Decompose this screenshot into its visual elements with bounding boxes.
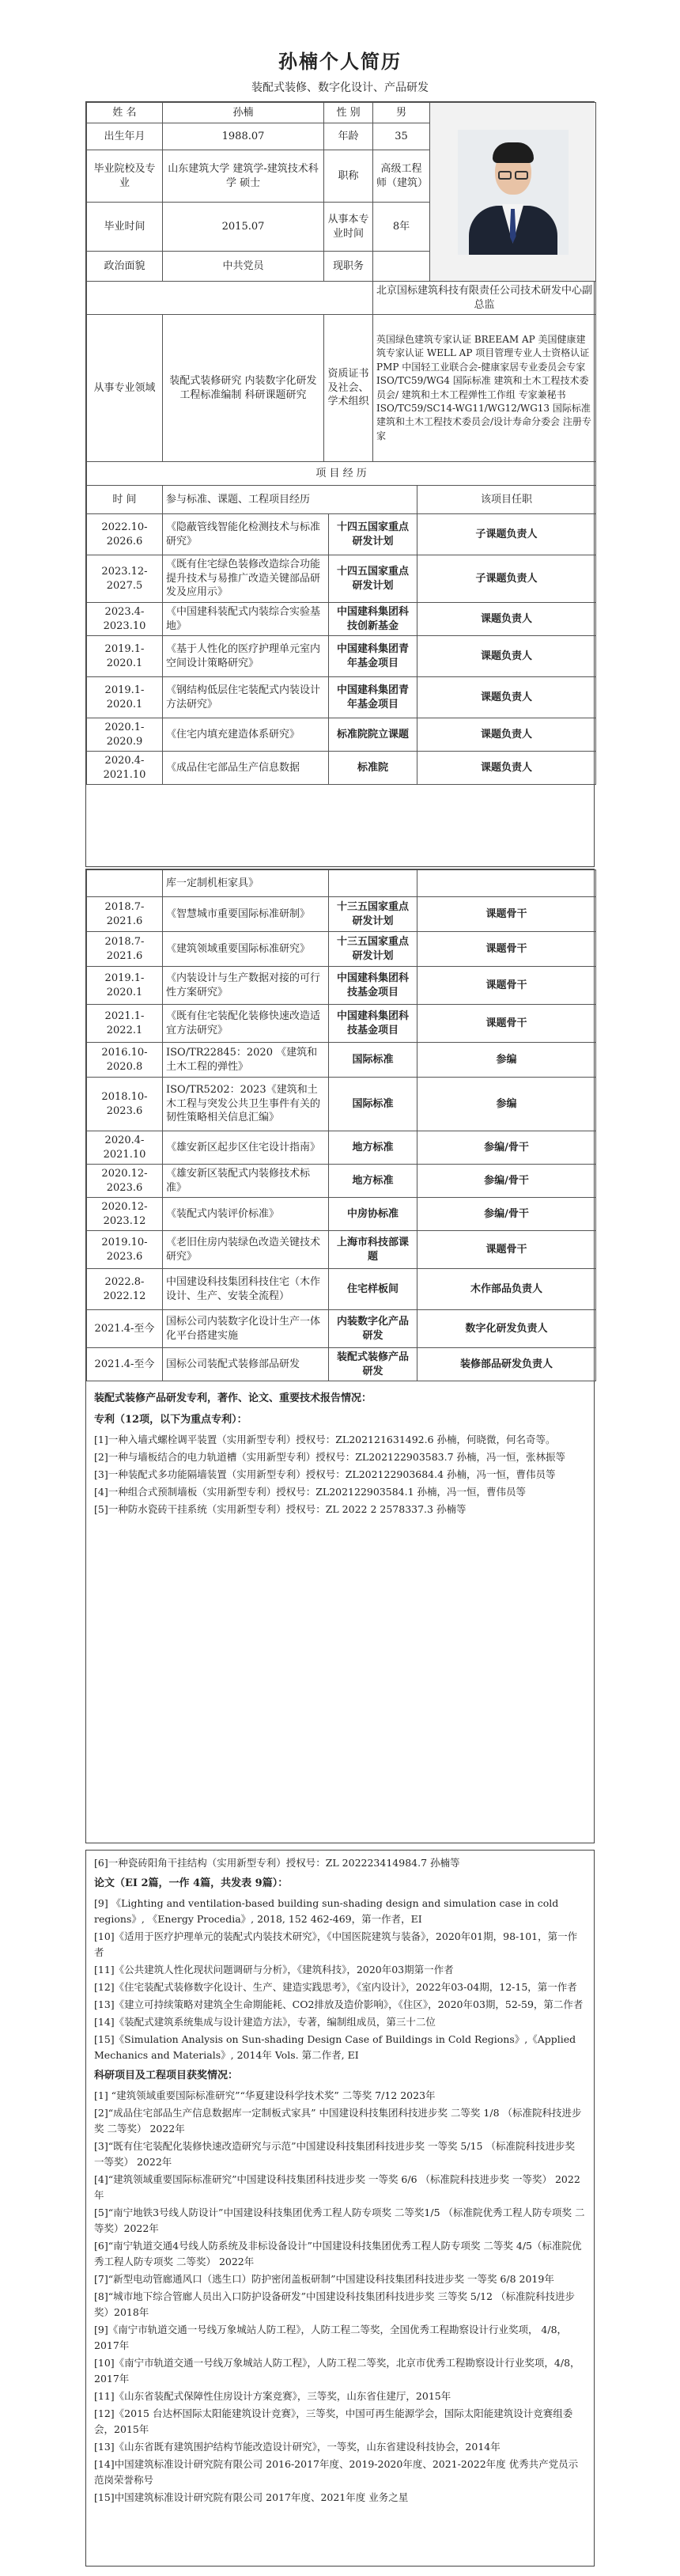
list-item: [12]《2015 台达杯国际太阳能建筑设计竞赛》，三等奖，中国可再生能源学会，国际太阳能建筑设计竞赛组委会，2015年 [94, 2407, 573, 2435]
project-time: 2018.7-2021.6 [87, 932, 163, 967]
project-role: 课题骨干 [417, 967, 596, 1005]
project-time: 2018.7-2021.6 [87, 897, 163, 932]
project-role: 参编 [417, 1043, 596, 1078]
project-time: 2021.4-至今 [87, 1348, 163, 1381]
list-item: [6]一种瓷砖阳角干挂结构（实用新型专利）授权号：ZL 202223414984.7 孙楠等 [94, 1857, 460, 1869]
projects-table-b [86, 869, 596, 1381]
project-row [87, 514, 596, 555]
grad-label: 毕业时间 [87, 203, 163, 252]
papers-heading: 论文（EI 2篇，一作 4篇，共发表 9篇）： [94, 1877, 289, 1889]
project-name: ISO/TR22845：2020 《建筑和土木工程的弹性》 [163, 1043, 329, 1078]
project-source: 住宅样板间 [329, 1269, 417, 1310]
projects-section-title: 项 目 经 历 [87, 462, 596, 486]
project-source: 国际标准 [329, 1043, 417, 1078]
project-role: 课题骨干 [417, 1231, 596, 1269]
project-name: 《隐蔽管线智能化检测技术与标准研究》 [163, 514, 329, 555]
project-name: 《住宅内填充建造体系研究》 [163, 718, 329, 752]
project-row [87, 1348, 596, 1381]
project-source: 上海市科技部课题 [329, 1231, 417, 1269]
project-row [87, 1005, 596, 1043]
age-value: 35 [373, 123, 430, 150]
list-item: [5]“南宁地铁3号线人防设计”中国建设科技集团优秀工程人防专项奖 二等奖1/5 （标准院优秀工程人防专项奖 二等奖）2022年 [94, 2206, 585, 2234]
list-item: [13]《建立可持续策略对建筑全生命期能耗、CO2排放及造价影响》，《住区》，2020年03期，52-59，第二作者 [94, 1998, 584, 2010]
list-item: [11]《公共建筑人性化现状问题调研与分析》，《建筑科技》，2020年03期第一作者 [94, 1963, 454, 1976]
project-row [87, 1165, 596, 1198]
photo-cell [430, 103, 596, 282]
list-item: [9]《南宁市轨道交通一号线万象城站人防工程》，人防工程二等奖，全国优秀工程勘察设计行业奖项， 4/8，2017年 [94, 2323, 568, 2351]
project-source: 十三五国家重点研发计划 [329, 897, 417, 932]
project-role: 课题负责人 [417, 718, 596, 752]
project-name: 《钢结构低层住宅装配式内装设计方法研究》 [163, 677, 329, 718]
list-item: [4]一种组合式预制墙板（实用新型专利）授权号：ZL202122903584.1 孙楠，冯一恒，曹伟员等 [94, 1485, 527, 1498]
project-row [87, 967, 596, 1005]
project-time: 2019.1-2020.1 [87, 677, 163, 718]
name-value: 孙楠 [163, 103, 324, 123]
field-value: 装配式装修研究 内装数字化研发 工程标准编制 科研课题研究 [163, 315, 324, 462]
project-row [87, 1131, 596, 1165]
title-value: 高级工程师（建筑） [373, 150, 430, 203]
political-value: 中共党员 [163, 252, 324, 282]
list-item: [3]“既有住宅装配化装修快速改造研究与示范”中国建设科技集团科技进步奖 一等奖 5/15 （标准院科技进步奖 一等奖） 2022年 [94, 2139, 575, 2168]
project-role: 课题负责人 [417, 636, 596, 677]
project-time: 2020.1-2020.9 [87, 718, 163, 752]
gender-label: 性 别 [324, 103, 373, 123]
project-source: 中国建科集团青年基金项目 [329, 636, 417, 677]
project-role: 数字化研发负责人 [417, 1310, 596, 1348]
project-name: 《雄安新区起步区住宅设计指南》 [163, 1131, 329, 1165]
project-name: 《既有住宅绿色装修改造综合功能提升技术与易推广改造关键部品研发及应用示》 [163, 555, 329, 603]
list-item: [4]“建筑领域重要国际标准研究”中国建设科技集团科技进步奖 一等奖 6/6 （标准院科技进步奖 一等奖） 2022年 [94, 2173, 580, 2201]
project-row [87, 636, 596, 677]
project-row [87, 932, 596, 967]
project-time: 2018.10-2023.6 [87, 1078, 163, 1131]
project-source: 中国建科集团科技基金项目 [329, 967, 417, 1005]
project-role: 课题骨干 [417, 897, 596, 932]
list-item: [12]《住宅装配式装修数字化设计、生产、建造实践思考》，《室内设计》，2022年03-04期，12-15，第一作者 [94, 1980, 577, 1993]
age-label: 年龄 [324, 123, 373, 150]
project-time: 2020.12-2023.12 [87, 1198, 163, 1231]
project-name: 《智慧城市重要国际标准研制》 [163, 897, 329, 932]
project-source: 中国建科集团青年基金项目 [329, 677, 417, 718]
gender-value: 男 [373, 103, 430, 123]
list-item: [14]中国建筑标准设计研究院有限公司 2016-2017年度、2019-2020年度、2021-2022年度 优秀共产党员示范岗荣誉称号 [94, 2457, 579, 2486]
project-row [87, 1231, 596, 1269]
cert-value: 英国绿色建筑专家认证 BREEAM AP 美国健康建筑专家认证 WELL AP 项目管理专业人士资格认证 PMP 中国轻工业联合会-健康家居专业委员会专家 ISO/TC59/WG4 国际标准 建筑和土木工程技术委员会/ 建筑和土木工程弹性工作组 专家兼秘书 ISO/TC59/SC14-WG11/WG12/WG13 国际标准 建筑和土木工程技术委员会/设计寿命分委会 注册专家 [373, 315, 596, 462]
list-item: [2]一种与墙板结合的电力轨道槽（实用新型专利）授权号：ZL202122903583.7 孙楠，冯一恒，张林振等 [94, 1450, 566, 1463]
portrait-photo [458, 130, 569, 255]
list-item: [1] “建筑领域重要国际标准研究”“华夏建设科学技术奖” 二等奖 7/12 2023年 [94, 2089, 436, 2101]
org-spacer [87, 282, 373, 315]
project-role: 参编/骨干 [417, 1198, 596, 1231]
project-name: 《建筑领域重要国际标准研究》 [163, 932, 329, 967]
project-role: 参编 [417, 1078, 596, 1131]
project-time [87, 870, 163, 897]
school-label: 毕业院校及专业 [87, 150, 163, 203]
title-label: 职称 [324, 150, 373, 203]
resume-page-1 [85, 101, 595, 867]
project-time: 2019.1-2020.1 [87, 967, 163, 1005]
project-row [87, 1310, 596, 1348]
project-name: 《雄安新区装配式内装修技术标准》 [163, 1165, 329, 1198]
col-role: 该项目任职 [417, 486, 596, 514]
cert-label: 资质证书及社会、学术组织 [324, 315, 373, 462]
project-role [417, 870, 596, 897]
resume-subtitle: 装配式装修、数字化设计、产品研发 [251, 81, 429, 94]
project-role: 课题骨干 [417, 932, 596, 967]
project-source: 地方标准 [329, 1165, 417, 1198]
project-row [87, 752, 596, 785]
project-time: 2023.12-2027.5 [87, 555, 163, 603]
patents-subheading: 专利（12项，以下为重点专利）： [94, 1414, 247, 1426]
project-source: 装配式装修产品研发 [329, 1348, 417, 1381]
birth-value: 1988.07 [163, 123, 324, 150]
project-name: 《基于人性化的医疗护理单元室内空间设计策略研究》 [163, 636, 329, 677]
birth-label: 出生年月 [87, 123, 163, 150]
project-source: 标准院院立课题 [329, 718, 417, 752]
project-role: 子课题负责人 [417, 514, 596, 555]
project-row [87, 897, 596, 932]
field-label: 从事专业领域 [87, 315, 163, 462]
project-name: 国标公司内装数字化设计生产一体化平台搭建实施 [163, 1310, 329, 1348]
list-item: [14]《装配式建筑系统集成与设计建造方法》，专著，编制组成员，第三十二位 [94, 2015, 436, 2028]
resume-title: 孙楠个人简历 [278, 50, 402, 73]
project-name: 《既有住宅装配化装修快速改造适宜方法研究》 [163, 1005, 329, 1043]
project-time: 2019.10-2023.6 [87, 1231, 163, 1269]
project-name: 《中国建科装配式内装综合实验基地》 [163, 603, 329, 636]
project-row [87, 677, 596, 718]
project-time: 2016.10-2020.8 [87, 1043, 163, 1078]
project-source: 标准院 [329, 752, 417, 785]
project-row [87, 1078, 596, 1131]
project-role: 参编/骨干 [417, 1131, 596, 1165]
project-role: 课题负责人 [417, 677, 596, 718]
project-name: 库一定制机柜家具》 [163, 870, 329, 897]
awards-heading: 科研项目及工程项目获奖情况： [94, 2069, 239, 2082]
project-row [87, 718, 596, 752]
project-time: 2021.4-至今 [87, 1310, 163, 1348]
project-row [87, 555, 596, 603]
project-name: 《老旧住房内装绿色改造关键技术研究》 [163, 1231, 329, 1269]
project-role: 子课题负责人 [417, 555, 596, 603]
project-time: 2021.1-2022.1 [87, 1005, 163, 1043]
list-item: [11]《山东省装配式保障性住房设计方案竞赛》，三等奖，山东省住建厅，2015年 [94, 2389, 451, 2402]
list-item: [5]一种防水瓷砖干挂系统（实用新型专利）授权号：ZL 2022 2 2578337.3 孙楠等 [94, 1502, 467, 1515]
years-value: 8年 [373, 203, 430, 252]
project-time: 2022.8-2022.12 [87, 1269, 163, 1310]
list-item: [15]《Simulation Analysis on Sun-shading Design Case of Buildings in Cold Regions》,《Applied Mechanics and Materials》, 2014年 Vols. 第二作者, EI [94, 2032, 576, 2061]
years-label: 从事本专业时间 [324, 203, 373, 252]
project-row [87, 1269, 596, 1310]
grad-value: 2015.07 [163, 203, 324, 252]
list-item: [10]《南宁市轨道交通一号线万象城站人防工程》，人防工程二等奖，北京市优秀工程勘察设计行业奖项，4/8，2017年 [94, 2356, 580, 2385]
org-label: 现职务 [324, 252, 373, 282]
school-value: 山东建筑大学 建筑学-建筑技术科学 硕士 [163, 150, 324, 203]
list-item: [1]一种入墙式螺栓调平装置（实用新型专利）授权号：ZL202121631492.6 孙楠，何晓微，何名奇等。 [94, 1433, 556, 1445]
project-source: 国际标准 [329, 1078, 417, 1131]
resume-page-2 [85, 869, 595, 1843]
list-item: [3]一种装配式多功能隔墙装置（实用新型专利）授权号：ZL202122903684.4 孙楠，冯一恒，曹伟员等 [94, 1468, 556, 1480]
name-label: 姓 名 [87, 103, 163, 123]
project-time: 2020.4-2021.10 [87, 1131, 163, 1165]
list-item: [7]“新型电动管廊通风口（逃生口）防护密闭盖板研制”中国建设科技集团科技进步奖 一等奖 6/8 2019年 [94, 2272, 554, 2285]
project-name: 国标公司装配式装修部品研发 [163, 1348, 329, 1381]
papers-section [86, 1851, 594, 2506]
projects-table-a [86, 461, 596, 785]
profile-table-2 [86, 281, 596, 462]
project-source: 十三五国家重点研发计划 [329, 932, 417, 967]
project-row [87, 603, 596, 636]
project-role: 课题骨干 [417, 1005, 596, 1043]
list-item: [15]中国建筑标准设计研究院有限公司 2017年度、2021年度 业务之星 [94, 2491, 409, 2503]
patents-section [86, 1381, 594, 1517]
project-time: 2020.4-2021.10 [87, 752, 163, 785]
project-name: 中国建设科技集团科技住宅（木作设计、生产、安装全流程） [163, 1269, 329, 1310]
political-label: 政治面貌 [87, 252, 163, 282]
project-row [87, 1198, 596, 1231]
project-source: 内装数字化产品研发 [329, 1310, 417, 1348]
resume-page-3 [85, 1850, 595, 2567]
project-role: 课题负责人 [417, 603, 596, 636]
project-name: 《内装设计与生产数据对接的可行性方案研究》 [163, 967, 329, 1005]
project-time: 2019.1-2020.1 [87, 636, 163, 677]
project-role: 木作部品负责人 [417, 1269, 596, 1310]
list-item: [9] 《Lighting and ventilation-based building sun-shading design and simulation case in cold regions》, 《Energy Procedia》, 2018, 152 462-469，第一作者，EI [94, 1896, 559, 1925]
project-source [329, 870, 417, 897]
list-item: [6]“南宁轨道交通4号线人防系统及非标设备设计”中国建设科技集团优秀工程人防专项奖 二等奖 4/5（标准院优秀工程人防专项奖 二等奖） 2022年 [94, 2239, 582, 2267]
project-source: 中房协标准 [329, 1198, 417, 1231]
project-time: 2022.10-2026.6 [87, 514, 163, 555]
project-name: 《成品住宅部品生产信息数据 [163, 752, 329, 785]
project-time: 2020.12-2023.6 [87, 1165, 163, 1198]
project-row [87, 1043, 596, 1078]
project-name: ISO/TR5202：2023《建筑和土木工程与突发公共卫生事件有关的韧性策略相关信息汇编》 [163, 1078, 329, 1131]
project-source: 中国建科集团科技基金项目 [329, 1005, 417, 1043]
project-role: 装修部品研发负责人 [417, 1348, 596, 1381]
col-name: 参与标准、课题、工程项目经历 [163, 486, 417, 514]
list-item: [10]《适用于医疗护理单元的装配式内装技术研究》，《中国医院建筑与装备》，2020年01期，98-101，第一作者 [94, 1930, 578, 1958]
project-name: 《装配式内装评价标准》 [163, 1198, 329, 1231]
list-item: [8]“城市地下综合管廊人员出入口防护设备研发”中国建设科技集团科技进步奖 三等奖 5/12 （标准院科技进步奖）2018年 [94, 2290, 575, 2318]
project-role: 参编/骨干 [417, 1165, 596, 1198]
project-source: 中国建科集团科技创新基金 [329, 603, 417, 636]
org-value: 北京国标建筑科技有限责任公司技术研发中心副总监 [373, 282, 596, 315]
project-source: 十四五国家重点研发计划 [329, 555, 417, 603]
project-role: 课题负责人 [417, 752, 596, 785]
list-item: [2]“成品住宅部品生产信息数据库一定制板式家具” 中国建设科技集团科技进步奖 二等奖 1/8 （标准院科技进步奖 二等奖） 2022年 [94, 2106, 582, 2135]
project-source: 十四五国家重点研发计划 [329, 514, 417, 555]
project-source: 地方标准 [329, 1131, 417, 1165]
project-time: 2023.4-2023.10 [87, 603, 163, 636]
project-row [87, 870, 596, 897]
profile-table [86, 102, 596, 282]
col-time: 时 间 [87, 486, 163, 514]
list-item: [13]《山东省既有建筑围护结构节能改造设计研究》，一等奖，山东省建设科技协会，2014年 [94, 2440, 501, 2453]
patents-heading: 装配式装修产品研发专利，著作、论文、重要技术报告情况： [94, 1392, 372, 1405]
